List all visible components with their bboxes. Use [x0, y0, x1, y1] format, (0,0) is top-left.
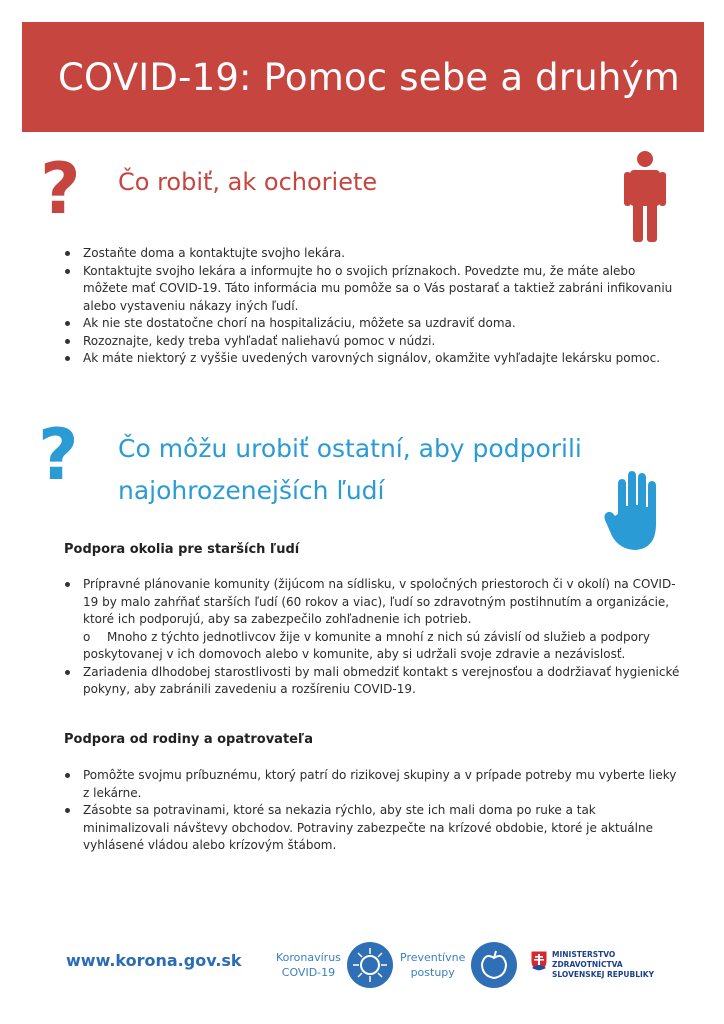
covid-logo [276, 940, 395, 990]
list-item: Pomôžte svojmu príbuznému, ktorý patrí do rizikovej skupiny a v prípade potreby mu vyberte lieky z lekárne. [62, 767, 682, 802]
section-heading-ill: Čo robiť, ak ochoriete [118, 168, 378, 196]
list-item-sub [62, 629, 682, 664]
logo-text-line: Preventívne [400, 951, 466, 964]
list-item: Rozoznajte, kedy treba vyhľadať naliehavú pomoc v núdzi. [62, 333, 682, 351]
virus-icon [345, 940, 395, 990]
apple-icon [469, 940, 519, 990]
ministry-name [552, 950, 654, 980]
ministry-line: MINISTERSTVO [552, 950, 616, 959]
elderly-support-list [62, 576, 682, 699]
ministry-line: ZDRAVOTNÍCTVA [552, 960, 623, 969]
coat-of-arms-icon [530, 950, 548, 972]
sub-bullet-marker: o [83, 629, 91, 644]
title-banner [22, 22, 704, 132]
question-mark-icon: ? [38, 414, 79, 496]
list-item: Kontaktujte svojho lekára a informujte ho o svojich príznakoch. Povedzte mu, že máte alebo môžete mať COVID-19. Táto informácia mu pomôže sa o Vás postarať a taktiež zabráni infikovaniu alebo vystaveniu nákazy iných ľudí. [62, 263, 682, 316]
list-item: Zásobte sa potravinami, ktoré sa nekazia rýchlo, aby ste ich mali doma po ruke a tak minimalizovali návštevy obchodov. Potraviny zabezpečte na krízové obdobie, ktoré je aktuálne vyhlásené vládou alebo krízovým štábom. [62, 802, 682, 855]
list-item: Prípravné plánovanie komunity (žijúcom na sídlisku, v spoločných priestoroch či v okolí) na COVID-19 by malo zahŕňať starších ľudí (60 rokov a viac), ľudí so zdravotným postihnutím a organizácie, ktoré ich podporujú, aby sa zabezpečilo zohľadnenie ich potrieb. [62, 576, 682, 629]
list-item: Zostaňte doma a kontaktujte svojho lekára. [62, 245, 682, 263]
heading-line: najohrozenejších ľudí [118, 476, 385, 505]
illness-advice-list [62, 245, 682, 368]
family-support-list [62, 767, 682, 855]
subheading-elderly: Podpora okolia pre starších ľudí [64, 542, 300, 557]
logo-text-line: Koronavírus [276, 951, 341, 964]
sub-item-text: Mnoho z týchto jednotlivcov žije v komunite a mnohí z nich sú závislí od služieb a podpory poskytovanej v ich domovoch alebo v komunite, aby si udržali svoje zdravie a nezávislosť. [83, 629, 651, 661]
section-heading-support [118, 428, 648, 512]
ministry-line: SLOVENSKEJ REPUBLIKY [552, 970, 655, 979]
list-item: Zariadenia dlhodobej starostlivosti by mali obmedziť kontakt s verejnosťou a dodržiavať hygienické pokyny, aby zabránili zavedeniu a rozšíreniu COVID-19. [62, 664, 682, 699]
person-icon [624, 150, 666, 242]
hand-icon [604, 470, 668, 552]
heading-line: Čo môžu urobiť ostatní, aby podporili [118, 434, 582, 463]
list-item: Ak nie ste dostatočne chorí na hospitalizáciu, môžete sa uzdraviť doma. [62, 315, 682, 333]
prevention-logo [400, 940, 519, 990]
logo-text-line: postupy [410, 966, 455, 979]
logo-text-line: COVID-19 [281, 966, 336, 979]
page-title: COVID-19: Pomoc sebe a druhým [58, 55, 680, 99]
question-mark-icon: ? [40, 148, 81, 230]
website-link[interactable]: www.korona.gov.sk [66, 951, 242, 970]
list-item: Ak máte niektorý z vyššie uvedených varovných signálov, okamžite vyhľadajte lekársku pomoc. [62, 350, 682, 368]
subheading-family: Podpora od rodiny a opatrovateľa [64, 732, 313, 747]
